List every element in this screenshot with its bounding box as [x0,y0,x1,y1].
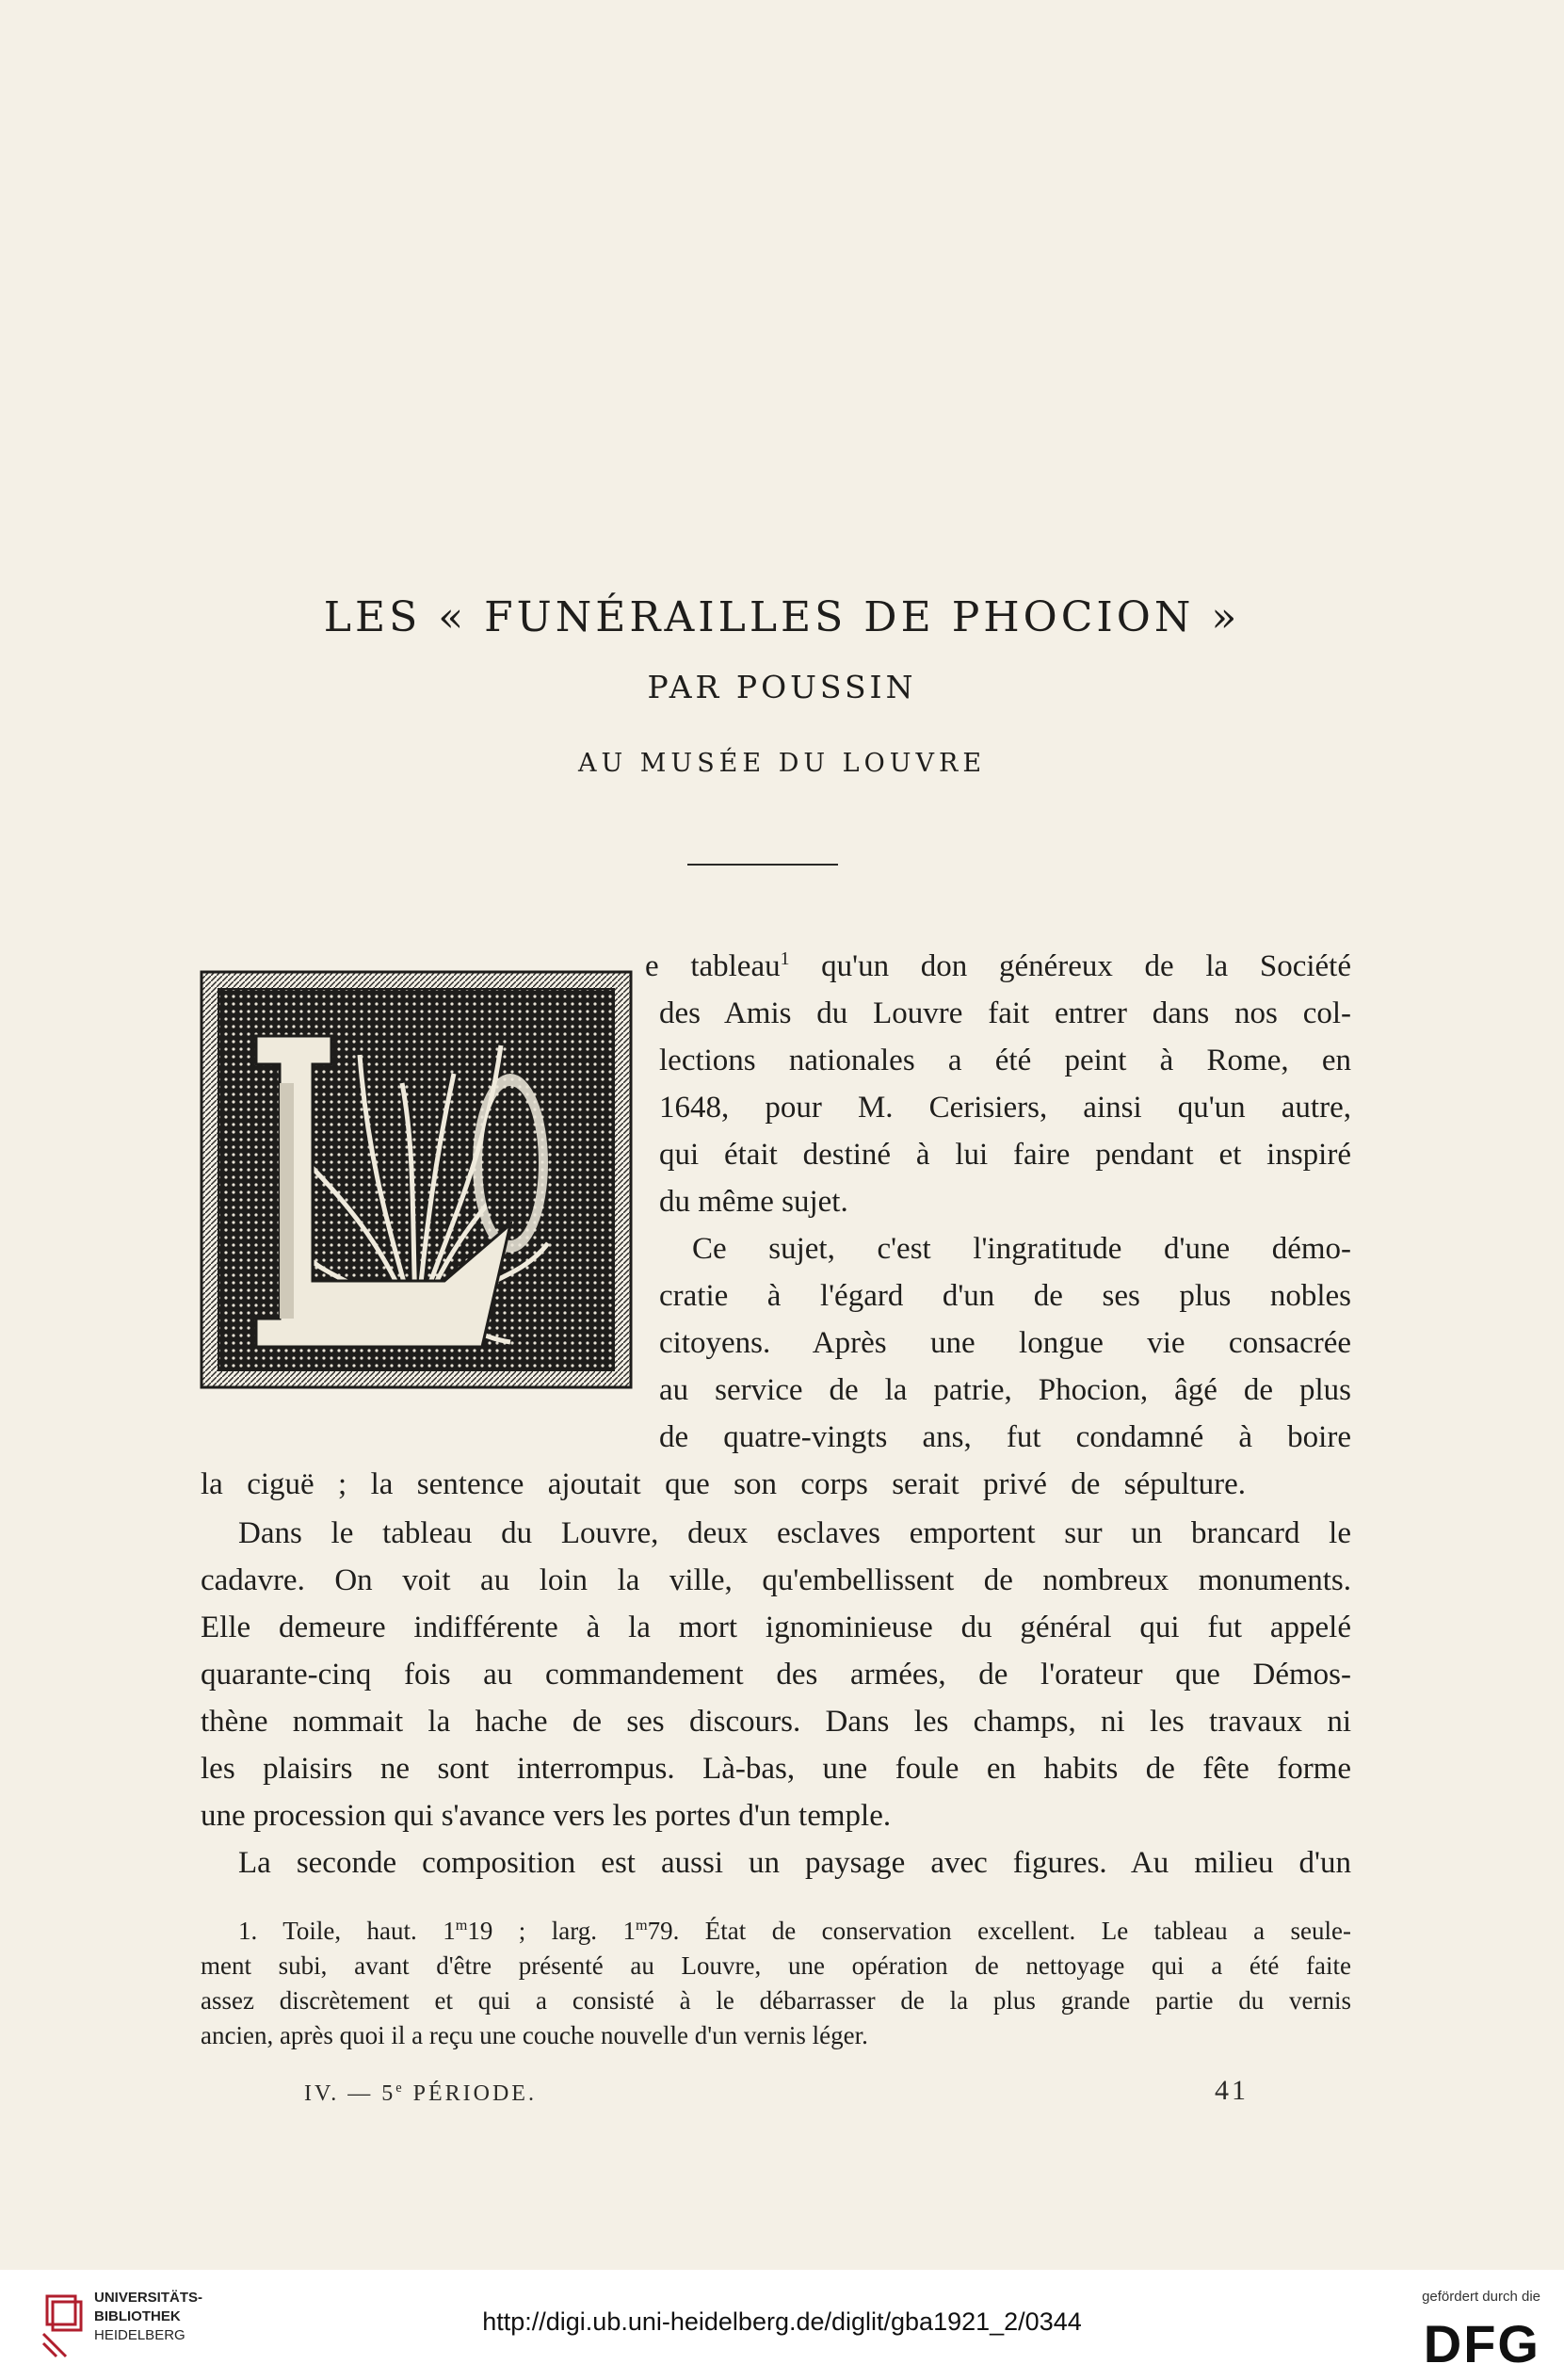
text-line: de quatre-vingts ans, fut condamné à boire [659,1420,1351,1454]
text-line: citoyens. Après une longue vie consacrée [659,1326,1351,1360]
footnote-line: ment subi, avant d'être présenté au Louvre, une opération de nettoyage qui a été faite [201,1951,1351,1980]
university-library-name: UNIVERSITÄTS- BIBLIOTHEK HEIDELBERG [94,2290,203,2343]
text-line: e tableau$^1$ qu'un don généreux de la Société [645,948,1351,983]
text-line: Ce sujet, c'est l'ingratitude d'une démo- [692,1232,1351,1266]
text-line: au service de la patrie, Phocion, âgé de plus [659,1373,1351,1407]
text-line: cratie à l'égard d'un de ses plus nobles [659,1279,1351,1313]
text-line: lections nationales a été peint à Rome, en [659,1044,1351,1077]
footnote-line: ancien, après quoi il a reçu une couche nouvelle d'un vernis léger. [201,2021,868,2049]
dfg-logo[interactable]: DFG [1423,2314,1540,2373]
text-line: une procession qui s'avance vers les portes d'un temple. [201,1799,892,1833]
text-line: Dans le tableau du Louvre, deux esclaves emportent sur un brancard le [238,1516,1351,1550]
text-line: cadavre. On voit au loin la ville, qu'embellissent de nombreux monuments. [201,1563,1351,1597]
text-line: La seconde composition est aussi un paysage avec figures. Au milieu d'un [238,1846,1351,1880]
text-line: les plaisirs ne sont interrompus. Là-bas, une foule en habits de fête forme [201,1752,1351,1786]
title-divider [687,864,838,866]
funding-note: gefördert durch die [1422,2289,1540,2305]
ornamental-drop-cap [200,970,633,1389]
text-line: Elle demeure indifférente à la mort ignominieuse du général qui fut appelé [201,1611,1351,1644]
text-line: la ciguë ; la sentence ajoutait que son corps serait privé de sépulture. [201,1467,1246,1501]
article-location: AU MUSÉE DU LOUVRE [577,749,987,778]
article-subtitle: PAR POUSSIN [647,669,917,705]
footnote-line: assez discrètement et qui a consisté à le débarrasser de la plus grande partie du vernis [201,1986,1351,2015]
article-title: LES « FUNÉRAILLES DE PHOCION » [323,593,1241,641]
footnote-line: 1. Toile, haut. 1$^m$19 ; larg. 1$^m$79. État de conservation excellent. Le tableau a seule- [238,1917,1351,1945]
text-line: du même sujet. [659,1185,848,1219]
text-line: 1648, pour M. Cerisiers, ainsi qu'un autre, [659,1091,1351,1125]
text-line: des Amis du Louvre fait entrer dans nos col- [659,996,1351,1030]
viewer-footer-bar [0,2270,1564,2380]
text-line: thène nommait la hache de ses discours. Dans les champs, ni les travaux ni [201,1705,1351,1739]
text-line: qui était destiné à lui faire pendant et inspiré [659,1138,1351,1172]
signature-mark: IV. — 5e PÉRIODE. [304,2080,537,2106]
page-number: 41 [1215,2075,1249,2106]
document-url-link[interactable]: http://digi.ub.uni-heidelberg.de/diglit/gba1921_2/0344 [482,2307,1082,2336]
text-line: quarante-cinq fois au commandement des armées, de l'orateur que Démos- [201,1658,1351,1692]
